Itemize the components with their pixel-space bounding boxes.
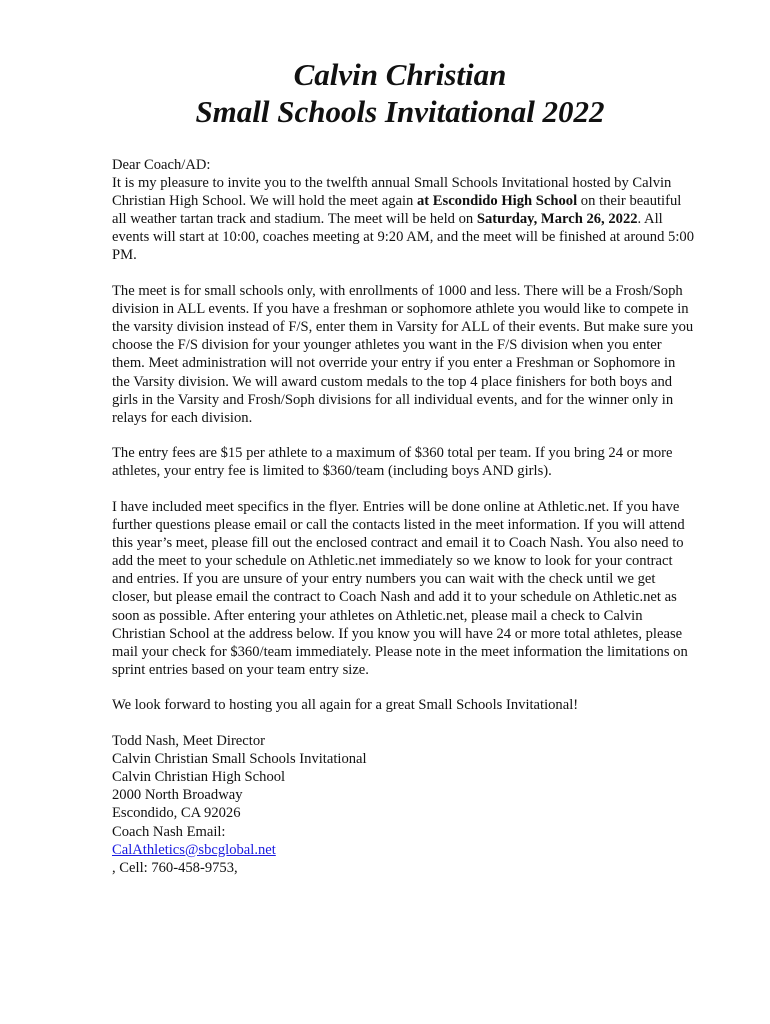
salutation: Dear Coach/AD: (112, 157, 211, 173)
contact-cell: , Cell: 760-458-9753, (112, 859, 238, 876)
intro-text-c: on their beautiful all weather tartan track and stadium. The meet will be held on (112, 193, 682, 228)
paragraph-closing: We look forward to hosting you all again for a great Small Schools Invitational! (112, 697, 579, 714)
letter-body (112, 156, 696, 877)
intro-date: Saturday, March 26, 2022 (476, 211, 638, 228)
intro-text-a: It is my pleasure to invite you to the twelfth annual Small Schools Invitational hosted by Calvin Christian High School. We will hold the meet again (112, 175, 672, 210)
signature-contact (112, 823, 696, 877)
title-line-2: Small Schools Invitational 2022 (195, 94, 605, 129)
paragraph-intro (112, 174, 696, 264)
page-title (104, 56, 696, 130)
paragraph-divisions: The meet is for small schools only, with enrollments of 1000 and less. There will be a Frosh/Soph division in ALL events. If you have a freshman or sophomore athlete you would like to compete in the varsity division instead of F/S, enter them in Varsity for ALL of their events. But make sure you choose the F/S division for your younger athletes you want in the F/S division when you enter them. Meet administration will not override your entry if you enter a Freshman or Sophomore in the Varsity division. We will award custom medals to the top 4 place finishers for both boys and girls in the Varsity and Frosh/Soph divisions for all individual events, and for the winner only in relays for each division. (112, 283, 694, 426)
intro-text-e: . All events will start at 10:00, coaches meeting at 9:20 AM, and the meet will be finished at around 5:00 PM. (112, 211, 694, 264)
signature-name: Todd Nash, Meet Director (112, 733, 265, 750)
signature-school: Calvin Christian High School (112, 769, 286, 786)
paragraph-entries: I have included meet specifics in the flyer. Entries will be done online at Athletic.net. If you have further questions please email or call the contacts listed in the meet information. If you will attend this year’s meet, please fill out the enclosed contract and email it to Coach Nash. You also need to add the meet to your schedule on Athletic.net immediately so we know to look for your contract and entries. If you are unsure of your entry numbers you can wait with the check until we get closer, but please email the contract to Coach Nash and add it to your schedule on Athletic.net as soon as possible. After entering your athletes on Athletic.net, please mail a check to Calvin Christian School at the address below. If you know you will have 24 or more total athletes, please mail your check for $360/team immediately. Please note in the meet information the limitations on sprint entries based on your team entry size. (112, 499, 688, 678)
signature-org: Calvin Christian Small Schools Invitational (112, 751, 367, 768)
signature-street: 2000 North Broadway (112, 787, 243, 804)
contact-email-prefix: Coach Nash Email: (112, 823, 226, 840)
intro-venue: at Escondido High School (416, 193, 578, 210)
paragraph-fees: The entry fees are $15 per athlete to a maximum of $360 total per team. If you bring 24 or more athletes, your entry fee is limited to $360/team (including boys AND girls). (112, 445, 673, 480)
title-line-1: Calvin Christian (293, 57, 507, 92)
letter-page (112, 56, 696, 877)
contact-email-link[interactable]: CalAthletics@sbcglobal.net (112, 841, 276, 858)
signature-city: Escondido, CA 92026 (112, 805, 241, 822)
signature-block (112, 732, 696, 877)
